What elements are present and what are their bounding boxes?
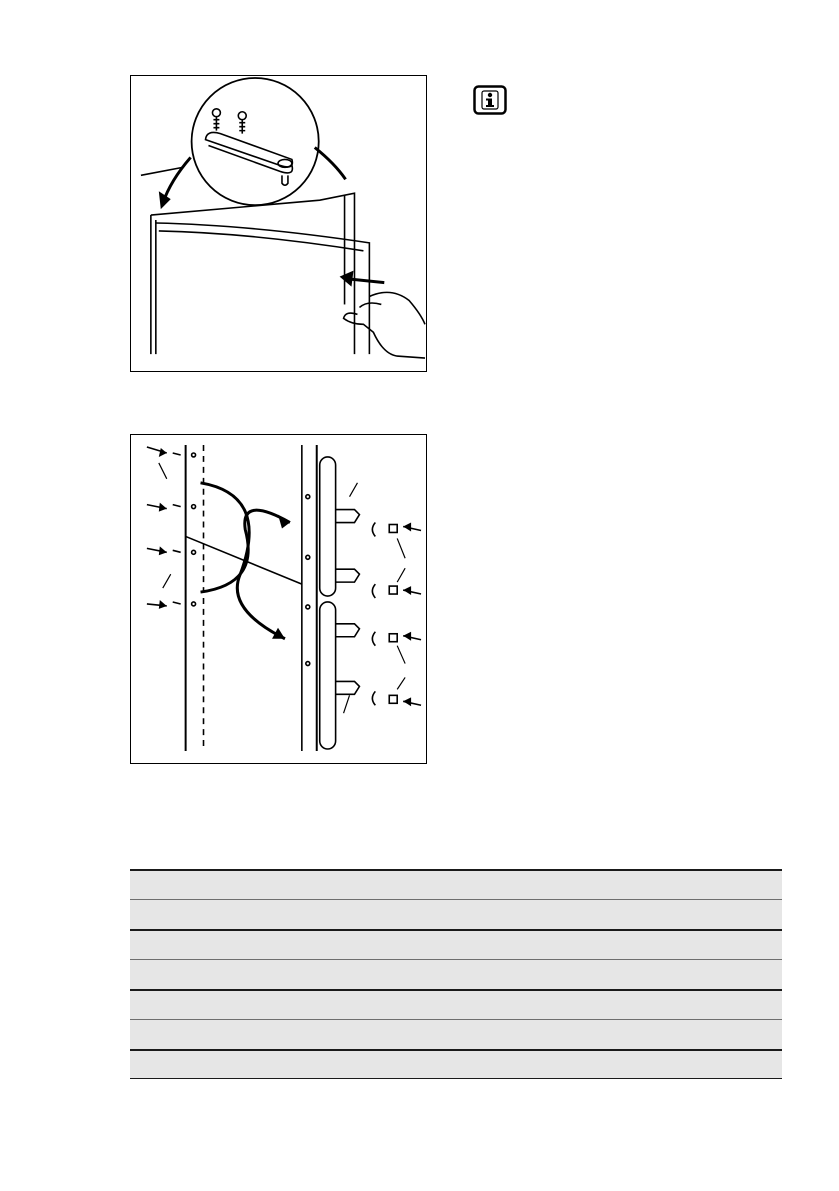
table-row [130, 899, 782, 929]
door-hinge-cover-illustration [131, 76, 426, 371]
hinge-cover-figure [130, 75, 427, 372]
door-handle-reversal-illustration [131, 435, 426, 763]
table-row [130, 989, 782, 1019]
table-row [130, 1049, 782, 1079]
handle-reversal-figure [130, 434, 427, 764]
table-row [130, 959, 782, 989]
info-icon [473, 85, 507, 115]
spec-table [130, 869, 782, 1079]
table-row [130, 929, 782, 959]
table-row [130, 869, 782, 899]
table-row [130, 1019, 782, 1049]
